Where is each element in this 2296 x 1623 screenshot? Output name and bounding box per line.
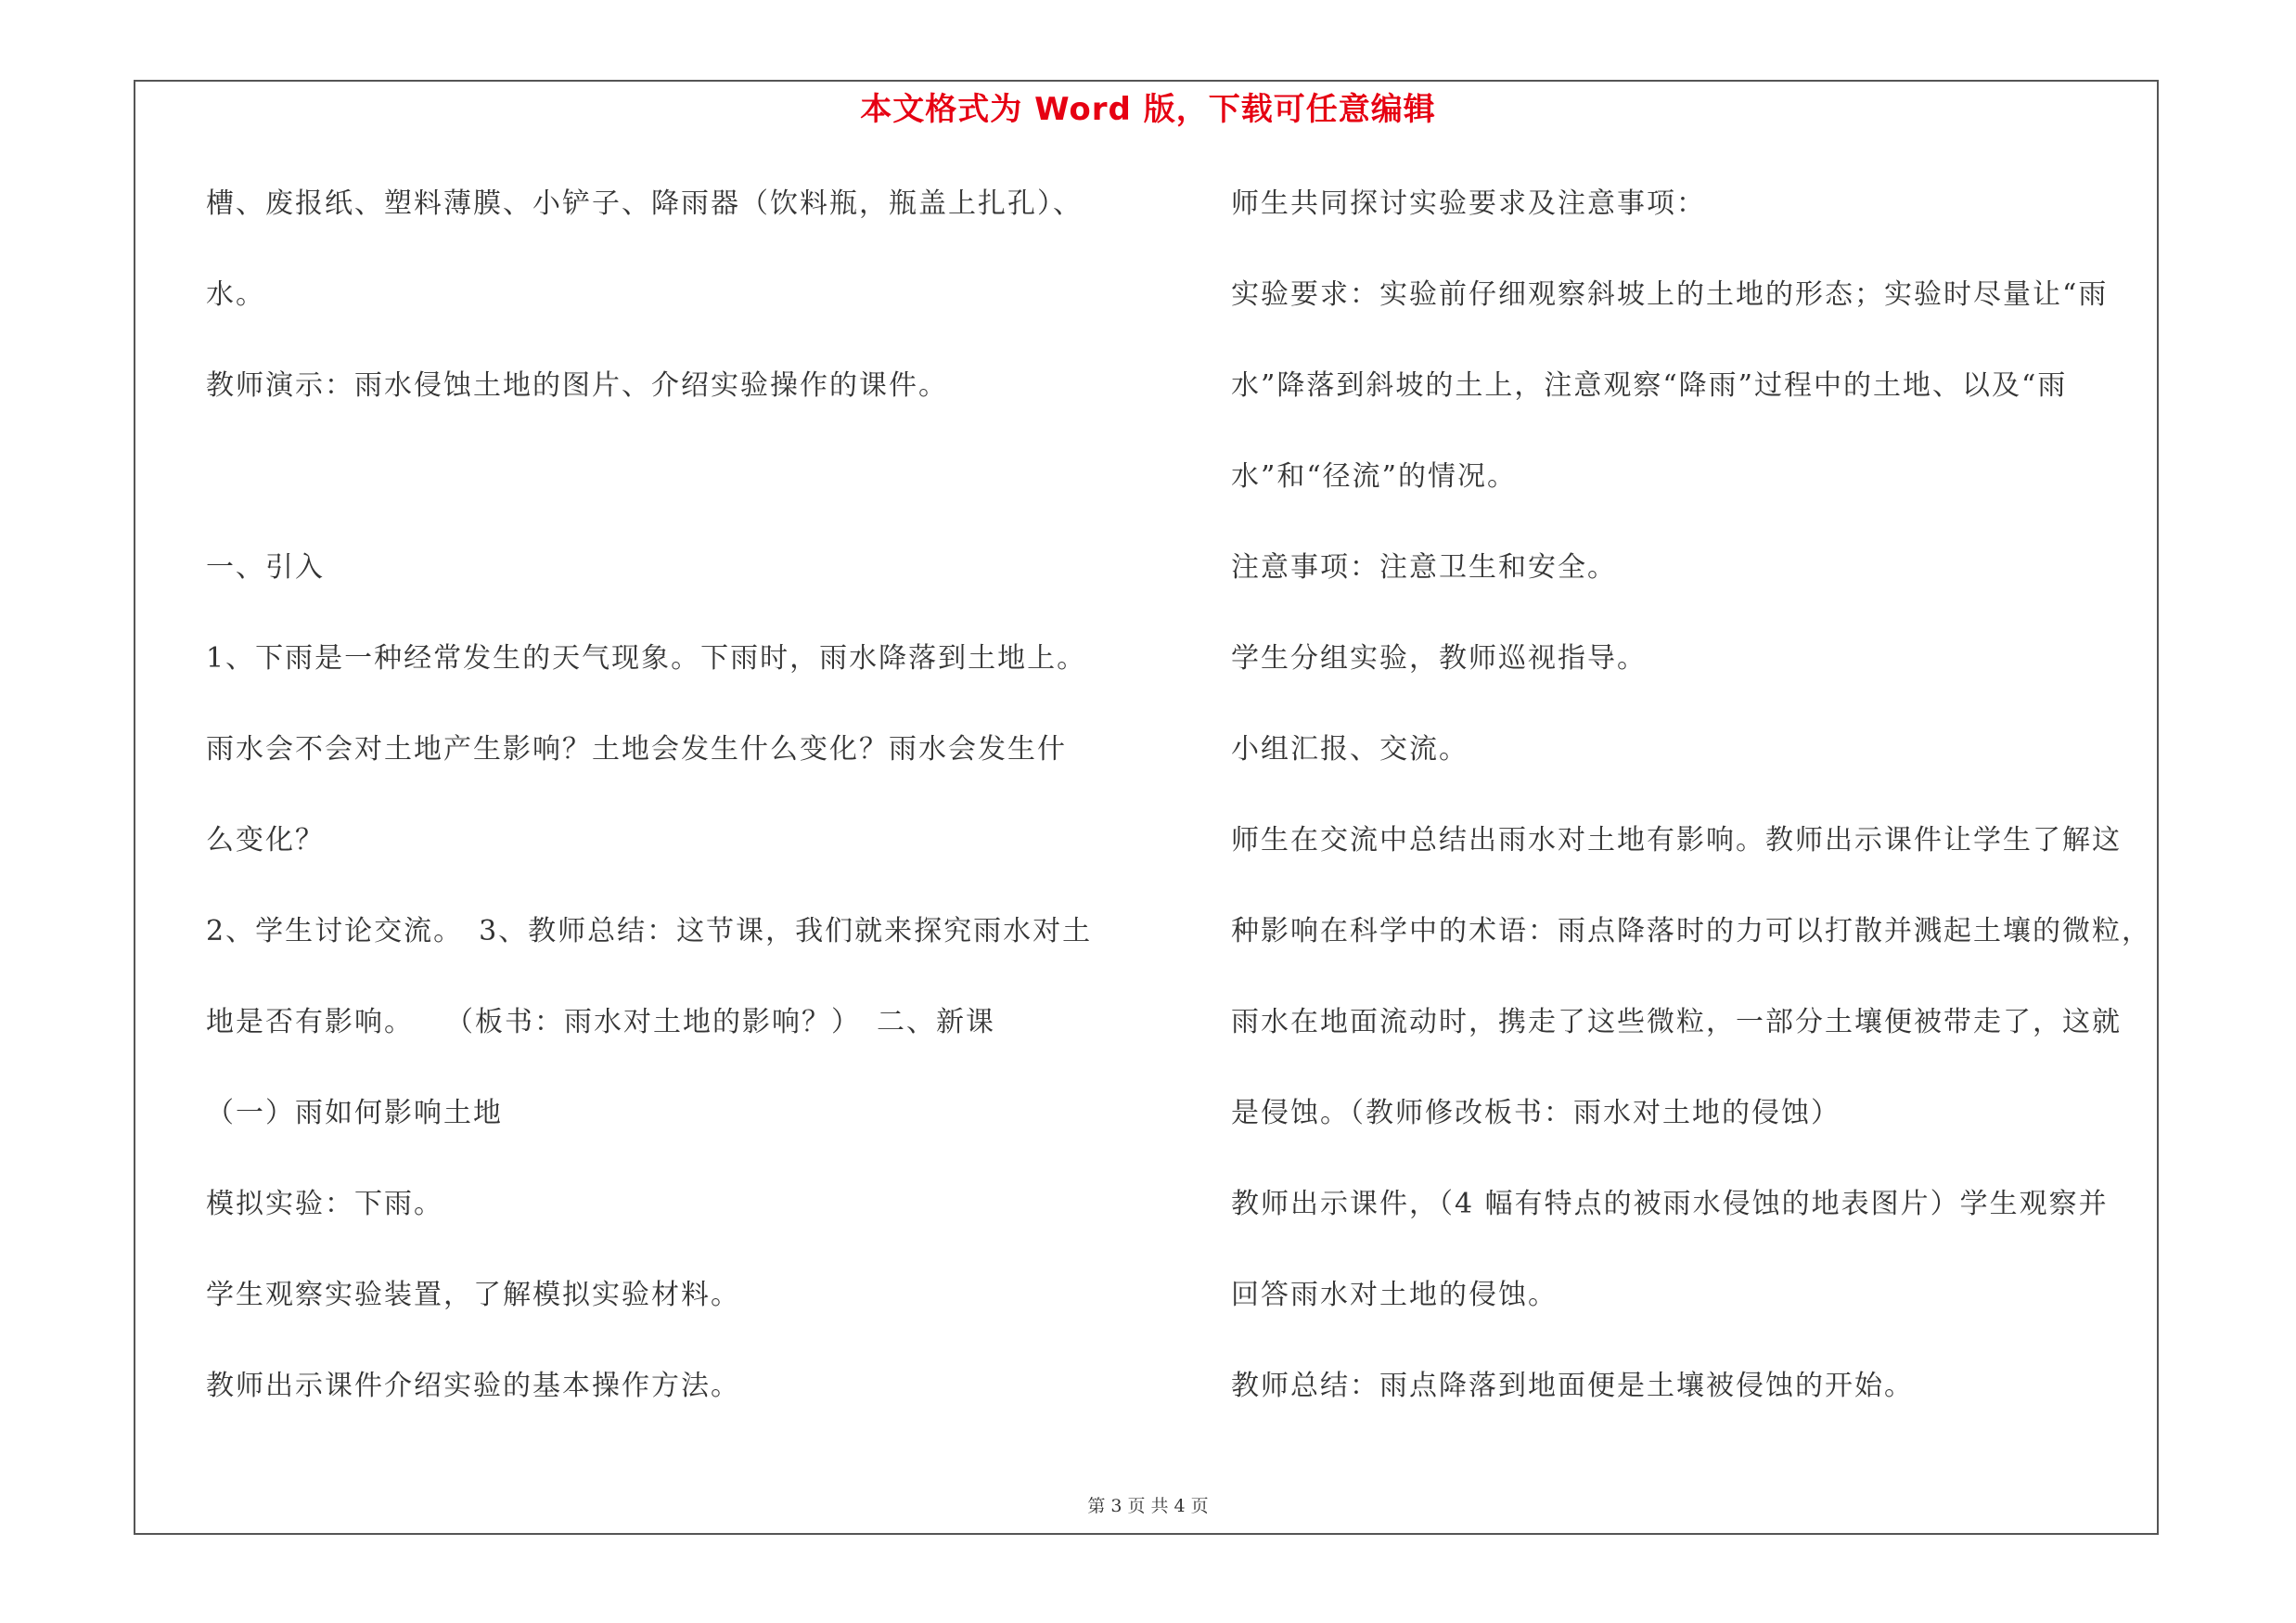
right-line-13: 回答雨水对土地的侵蚀。 (1231, 1279, 1558, 1311)
left-line-6: 1、下雨是一种经常发生的天气现象。下雨时，雨水降落到土地上。 (206, 642, 1087, 675)
left-line-14: 教师出示课件介绍实验的基本操作方法。 (206, 1370, 740, 1402)
left-line-5: 一、引入 (206, 551, 325, 584)
left-line-12: 模拟实验：下雨。 (206, 1188, 443, 1220)
right-line-1: 师生共同探讨实验要求及注意事项： (1231, 187, 1706, 220)
right-line-5: 注意事项：注意卫生和安全。 (1231, 551, 1617, 584)
right-line-7: 小组汇报、交流。 (1231, 733, 1469, 766)
right-line-10: 雨水在地面流动时，携走了这些微粒，一部分土壤便被带走了，这就 (1231, 1006, 2122, 1038)
right-line-6: 学生分组实验，教师巡视指导。 (1231, 642, 1647, 675)
right-line-8: 师生在交流中总结出雨水对土地有影响。教师出示课件让学生了解这 (1231, 824, 2122, 857)
right-line-9: 种影响在科学中的术语：雨点降落时的力可以打散并溅起土壤的微粒， (1231, 915, 2151, 947)
left-line-9: 2、学生讨论交流。 3、教师总结：这节课，我们就来探究雨水对土 (206, 915, 1093, 947)
left-line-13: 学生观察实验装置，了解模拟实验材料。 (206, 1279, 740, 1311)
word-format-banner: 本文格式为 Word 版，下载可任意编辑 (860, 91, 1436, 128)
right-line-11: 是侵蚀。（教师修改板书：雨水对土地的侵蚀） (1231, 1097, 1841, 1129)
right-line-14: 教师总结：雨点降落到地面便是土壤被侵蚀的开始。 (1231, 1370, 1914, 1402)
right-line-4: 水”和“径流”的情况。 (1231, 460, 1518, 493)
left-line-10: 地是否有影响。 （板书：雨水对土地的影响？） 二、新课 (206, 1006, 995, 1038)
page-number: 第 3 页 共 4 页 (1087, 1496, 1209, 1516)
left-line-3: 教师演示：雨水侵蚀土地的图片、介绍实验操作的课件。 (206, 369, 948, 402)
right-line-3: 水”降落到斜坡的土上，注意观察“降雨”过程中的土地、以及“雨 (1231, 369, 2068, 402)
left-line-7: 雨水会不会对土地产生影响？土地会发生什么变化？雨水会发生什 (206, 733, 1067, 766)
left-line-2: 水。 (206, 278, 265, 311)
right-line-12: 教师出示课件，（4 幅有特点的被雨水侵蚀的地表图片）学生观察并 (1231, 1188, 2109, 1220)
left-line-11: （一）雨如何影响土地 (206, 1097, 503, 1129)
right-line-2: 实验要求：实验前仔细观察斜坡上的土地的形态；实验时尽量让“雨 (1231, 278, 2109, 311)
left-line-8: 么变化？ (206, 824, 325, 857)
left-line-1: 槽、废报纸、塑料薄膜、小铲子、降雨器（饮料瓶，瓶盖上扎孔）、 (206, 187, 1083, 220)
